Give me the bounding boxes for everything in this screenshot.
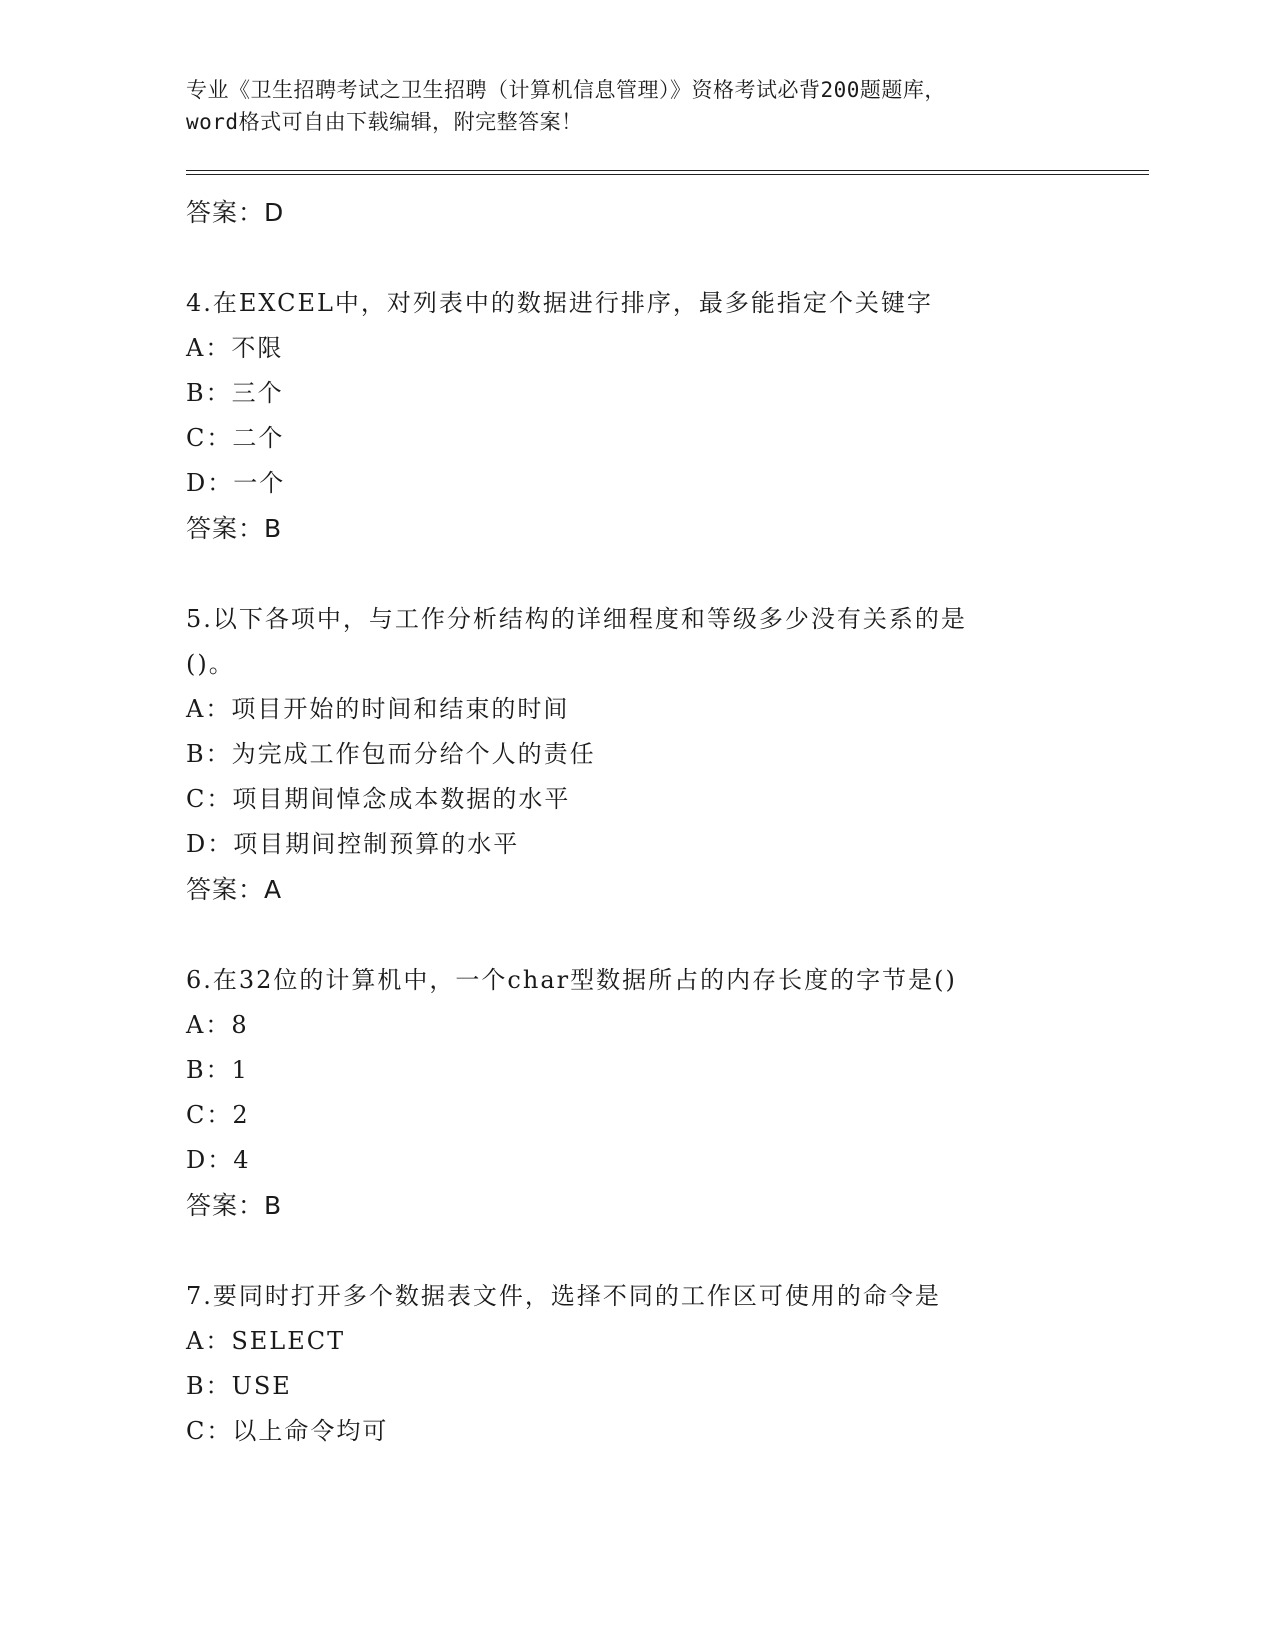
answer-label: 答案：B [186, 1191, 283, 1220]
answer-label: 答案：B [186, 514, 283, 543]
option-c: C：二个 [186, 424, 285, 452]
question-4 [186, 281, 1146, 551]
option-b: B：为完成工作包而分给个人的责任 [186, 740, 596, 768]
option-a: A：8 [186, 1011, 249, 1039]
option-b: B：三个 [186, 379, 284, 407]
option-c: C：项目期间悼念成本数据的水平 [186, 785, 571, 813]
option-b: B：USE [186, 1372, 292, 1400]
option-a: A：SELECT [186, 1327, 346, 1355]
header-line-1: 专业《卫生招聘考试之卫生招聘（计算机信息管理）》资格考试必背200题题库， [186, 78, 946, 102]
option-c: C：2 [186, 1101, 250, 1129]
question-text: 6.在32位的计算机中，一个char型数据所占的内存长度的字节是() [186, 966, 957, 994]
document-header [186, 74, 1096, 138]
option-c: C：以上命令均可 [186, 1417, 389, 1445]
question-7 [186, 1274, 1146, 1454]
option-d: D：4 [186, 1146, 251, 1174]
answer-label: 答案：A [186, 875, 283, 904]
question-5 [186, 597, 1146, 912]
question-text: 4.在EXCEL中，对列表中的数据进行排序，最多能指定个关键字 [186, 289, 933, 317]
header-line-2: word格式可自由下载编辑，附完整答案！ [186, 110, 583, 134]
option-d: D：一个 [186, 469, 286, 497]
header-rule-bottom [186, 174, 1149, 175]
header-rule-top [186, 170, 1149, 171]
option-a: A：项目开始的时间和结束的时间 [186, 695, 570, 723]
option-b: B：1 [186, 1056, 249, 1084]
question-text-continued: ()。 [186, 650, 235, 678]
question-text: 7.要同时打开多个数据表文件，选择不同的工作区可使用的命令是 [186, 1282, 941, 1310]
question-text: 5.以下各项中，与工作分析结构的详细程度和等级多少没有关系的是 [186, 605, 967, 633]
document-body [186, 190, 1146, 1454]
option-a: A：不限 [186, 334, 284, 362]
option-d: D：项目期间控制预算的水平 [186, 830, 520, 858]
answer-label: 答案：D [186, 198, 285, 227]
question-6 [186, 958, 1146, 1228]
